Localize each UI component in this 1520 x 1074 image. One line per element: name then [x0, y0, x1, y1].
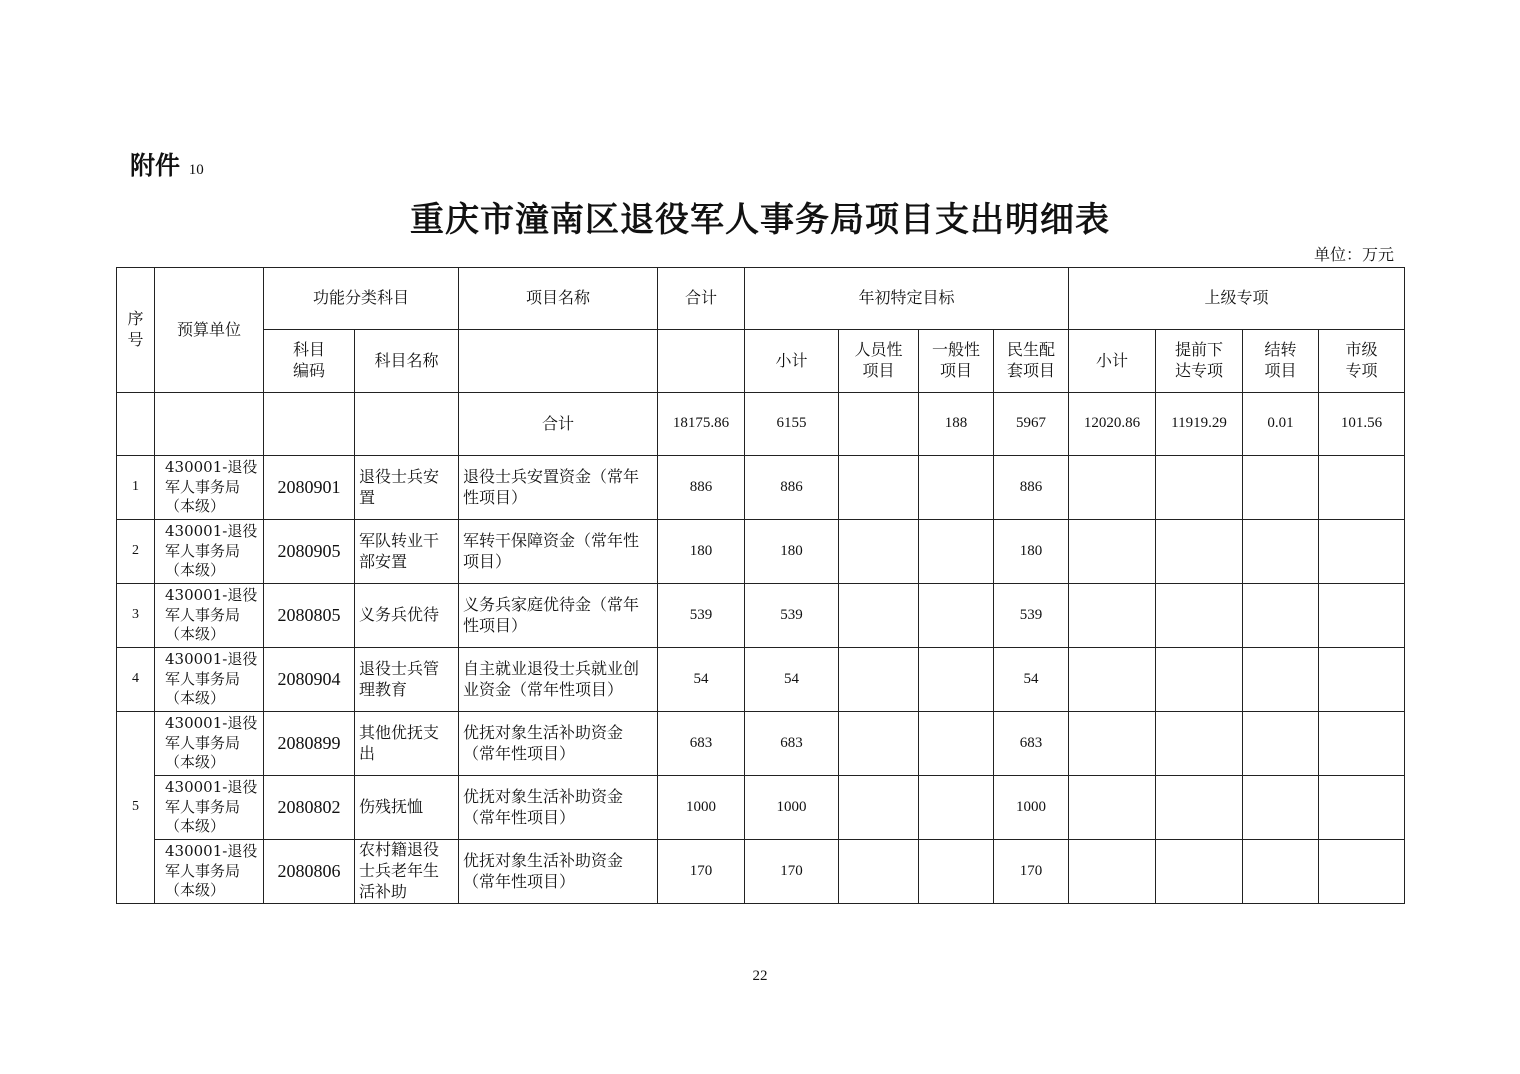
row-unit: 430001-退役军人事务局（本级）: [155, 712, 264, 776]
row-code: 2080899: [264, 712, 355, 776]
row-subtotal: 683: [745, 712, 839, 776]
total-personnel: [839, 393, 919, 456]
row-code: 2080901: [264, 456, 355, 520]
total-total: 18175.86: [658, 393, 745, 456]
header-total: 合计: [658, 268, 745, 330]
row-livelihood: 180: [994, 520, 1069, 584]
header-upper-special: 上级专项: [1069, 268, 1405, 330]
row-seq: 3: [117, 584, 155, 648]
total-city: 101.56: [1319, 393, 1405, 456]
total-subtotal-b: 12020.86: [1069, 393, 1156, 456]
row-unit: 430001-退役军人事务局（本级）: [155, 840, 264, 904]
header-advance: 提前下达专项: [1156, 330, 1243, 393]
page-number: 22: [752, 968, 768, 984]
row-subject: 退役士兵安置: [355, 456, 459, 520]
total-general: 188: [919, 393, 994, 456]
unit-label: 单位：万元: [1313, 245, 1394, 264]
row-unit: 430001-退役军人事务局（本级）: [155, 648, 264, 712]
total-carryover: 0.01: [1243, 393, 1319, 456]
table-row: [117, 584, 1405, 648]
header-row-1: [117, 268, 1405, 330]
header-row-2: [117, 330, 1405, 393]
data-rows: [117, 456, 1405, 904]
header-city: 市级专项: [1319, 330, 1405, 393]
table-row: [117, 520, 1405, 584]
total-label: 合计: [459, 393, 658, 456]
row-code: 2080805: [264, 584, 355, 648]
row-unit: 430001-退役军人事务局（本级）: [155, 456, 264, 520]
row-total: 54: [658, 648, 745, 712]
row-livelihood: 886: [994, 456, 1069, 520]
header-general: 一般性项目: [919, 330, 994, 393]
row-code: 2080802: [264, 776, 355, 840]
row-subject: 退役士兵管理教育: [355, 648, 459, 712]
header-livelihood: 民生配套项目: [994, 330, 1069, 393]
row-unit: 430001-退役军人事务局（本级）: [155, 584, 264, 648]
expenditure-table: [116, 267, 1405, 904]
row-project: 义务兵家庭优待金（常年性项目）: [459, 584, 658, 648]
header-carryover: 结转项目: [1243, 330, 1319, 393]
row-subject: 其他优抚支出: [355, 712, 459, 776]
table-row: [117, 456, 1405, 520]
header-subject-name: 科目名称: [355, 330, 459, 393]
row-subtotal: 170: [745, 840, 839, 904]
header-subject-code: 科目编码: [264, 330, 355, 393]
row-subtotal: 1000: [745, 776, 839, 840]
row-project: 自主就业退役士兵就业创业资金（常年性项目）: [459, 648, 658, 712]
row-code: 2080806: [264, 840, 355, 904]
header-project-name-blank: [459, 330, 658, 393]
header-annual-target: 年初特定目标: [745, 268, 1069, 330]
row-subject: 军队转业干部安置: [355, 520, 459, 584]
table-row: [117, 712, 1405, 776]
row-project: 优抚对象生活补助资金（常年性项目）: [459, 712, 658, 776]
header-subtotal-a: 小计: [745, 330, 839, 393]
row-total: 1000: [658, 776, 745, 840]
row-seq: 1: [117, 456, 155, 520]
row-subtotal: 180: [745, 520, 839, 584]
row-subtotal: 539: [745, 584, 839, 648]
row-subject: 义务兵优待: [355, 584, 459, 648]
header-subtotal-b: 小计: [1069, 330, 1156, 393]
row-subject: 农村籍退役士兵老年生活补助: [355, 840, 459, 904]
row-total: 170: [658, 840, 745, 904]
attachment-label: [130, 146, 204, 182]
attachment-text: 附件: [130, 151, 181, 180]
row-total: 886: [658, 456, 745, 520]
row-subject: 伤残抚恤: [355, 776, 459, 840]
header-func-category: 功能分类科目: [264, 268, 459, 330]
row-livelihood: 170: [994, 840, 1069, 904]
row-subtotal: 886: [745, 456, 839, 520]
row-total: 683: [658, 712, 745, 776]
row-project: 优抚对象生活补助资金（常年性项目）: [459, 776, 658, 840]
header-seq: 序号: [117, 268, 155, 393]
row-livelihood: 539: [994, 584, 1069, 648]
row-seq: 2: [117, 520, 155, 584]
total-row: [117, 393, 1405, 456]
table-row: [117, 648, 1405, 712]
table-row: [117, 776, 1405, 840]
row-total: 180: [658, 520, 745, 584]
header-budget-unit: 预算单位: [155, 268, 264, 393]
row-livelihood: 1000: [994, 776, 1069, 840]
row-project: 军转干保障资金（常年性项目）: [459, 520, 658, 584]
row-total: 539: [658, 584, 745, 648]
attachment-number: 10: [188, 162, 204, 178]
row-unit: 430001-退役军人事务局（本级）: [155, 520, 264, 584]
table-row: [117, 840, 1405, 904]
header-personnel: 人员性项目: [839, 330, 919, 393]
row-code: 2080904: [264, 648, 355, 712]
row-subtotal: 54: [745, 648, 839, 712]
total-subtotal-a: 6155: [745, 393, 839, 456]
row-livelihood: 683: [994, 712, 1069, 776]
row-code: 2080905: [264, 520, 355, 584]
row-livelihood: 54: [994, 648, 1069, 712]
header-total-blank: [658, 330, 745, 393]
page-title: 重庆市潼南区退役军人事务局项目支出明细表: [410, 200, 1110, 240]
row-seq: 5: [117, 712, 155, 904]
header-project-name: 项目名称: [459, 268, 658, 330]
total-advance: 11919.29: [1156, 393, 1243, 456]
row-project: 退役士兵安置资金（常年性项目）: [459, 456, 658, 520]
total-livelihood: 5967: [994, 393, 1069, 456]
row-project: 优抚对象生活补助资金（常年性项目）: [459, 840, 658, 904]
row-unit: 430001-退役军人事务局（本级）: [155, 776, 264, 840]
row-seq: 4: [117, 648, 155, 712]
